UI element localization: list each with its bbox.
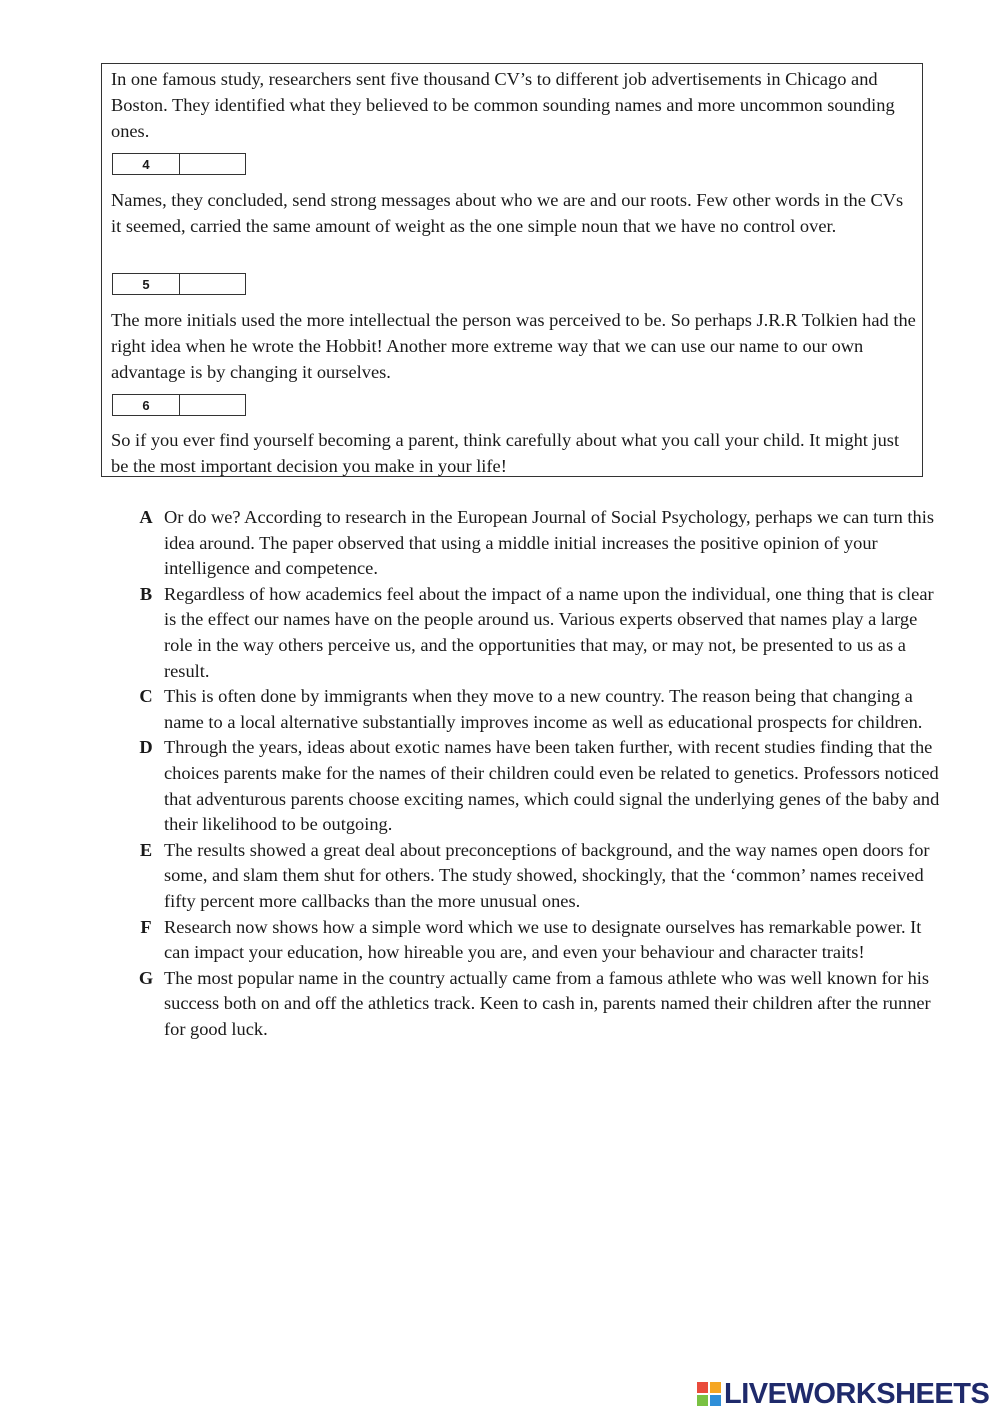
gap-6-answer-box	[112, 394, 246, 416]
option-text: Regardless of how academics feel about the impact of a name upon the individual, one thing that is clear is the effect our names have on the people around us. Various experts observed that names play a large role in the way others perceive us, and the opportunities that may, or may not, be presented to us as a result.	[164, 583, 934, 681]
option-b	[128, 582, 943, 684]
option-letter: D	[139, 737, 153, 758]
logo-mark-icon	[697, 1382, 721, 1406]
answer-options-list	[128, 505, 943, 1042]
option-f	[128, 915, 943, 966]
paragraph-4: So if you ever find yourself becoming a parent, think carefully about what you call your child. It might just be the most important decision you make in your life!	[111, 430, 900, 476]
option-letter: A	[139, 507, 153, 527]
reading-text-box	[101, 63, 923, 477]
option-text: Research now shows how a simple word which we use to designate ourselves has remarkable power. It can impact your education, how hireable you are, and even your behaviour and character traits!	[164, 916, 922, 963]
gap-5-input[interactable]	[180, 274, 245, 294]
logo-square-red	[697, 1382, 708, 1393]
logo-text: LIVEWORKSHEETS	[724, 1377, 990, 1410]
gap-5-answer-box	[112, 273, 246, 295]
gap-number: 5	[113, 274, 180, 294]
logo-square-blue	[710, 1395, 721, 1406]
option-d	[128, 735, 943, 837]
option-letter: B	[139, 583, 153, 604]
option-e	[128, 838, 943, 915]
gap-6-input[interactable]	[180, 395, 245, 415]
logo-square-orange	[710, 1382, 721, 1393]
option-letter: C	[139, 686, 153, 707]
paragraph-1: In one famous study, researchers sent five thousand CV’s to different job advertisements in Chicago and Boston. They identified what they believed to be common sounding names and more uncommon sounding ones.	[111, 69, 895, 141]
option-text: The most popular name in the country actually came from a famous athlete who was well known for his success both on and off the athletics track. Keen to cash in, parents named their children after the runner for good luck.	[164, 967, 931, 1039]
option-g	[128, 966, 943, 1043]
option-c	[128, 684, 943, 735]
gap-4-input[interactable]	[180, 154, 245, 174]
gap-number: 4	[113, 154, 180, 174]
paragraph-3: The more initials used the more intellectual the person was perceived to be. So perhaps J.R.R Tolkien had the right idea when he wrote the Hobbit! Another more extreme way that we can use our name to our own advantage is by changing it ourselves.	[111, 310, 916, 382]
option-text: Through the years, ideas about exotic names have been taken further, with recent studies finding that the choices parents make for the names of their children could even be related to genetics. Professors noticed that adventurous parents choose exciting names, which could signal the underlying genes of the baby and their likelihood to be outgoing.	[164, 737, 940, 835]
option-text: Or do we? According to research in the European Journal of Social Psychology, perhaps we can turn this idea around. The paper observed that using a middle initial increases the positive opinion of your intelligence and competence.	[164, 507, 934, 579]
option-letter: E	[139, 839, 153, 860]
liveworksheets-logo[interactable]	[697, 1378, 989, 1410]
option-text: The results showed a great deal about preconceptions of background, and the way names open doors for some, and slam them shut for others. The study showed, shockingly, that the ‘common’ names received fifty percent more callbacks than the more unusual ones.	[164, 839, 930, 911]
paragraph-2: Names, they concluded, send strong messages about who we are and our roots. Few other words in the CVs it seemed, carried the same amount of weight as the one simple noun that we have no control over.	[111, 190, 904, 236]
option-a	[128, 505, 943, 582]
logo-square-green	[697, 1395, 708, 1406]
gap-4-answer-box	[112, 153, 246, 175]
option-letter: F	[140, 916, 152, 937]
option-letter: G	[138, 967, 154, 988]
option-text: This is often done by immigrants when they move to a new country. The reason being that changing a name to a local alternative substantially improves income as well as educational prospects for children.	[164, 686, 923, 732]
gap-number: 6	[113, 395, 180, 415]
